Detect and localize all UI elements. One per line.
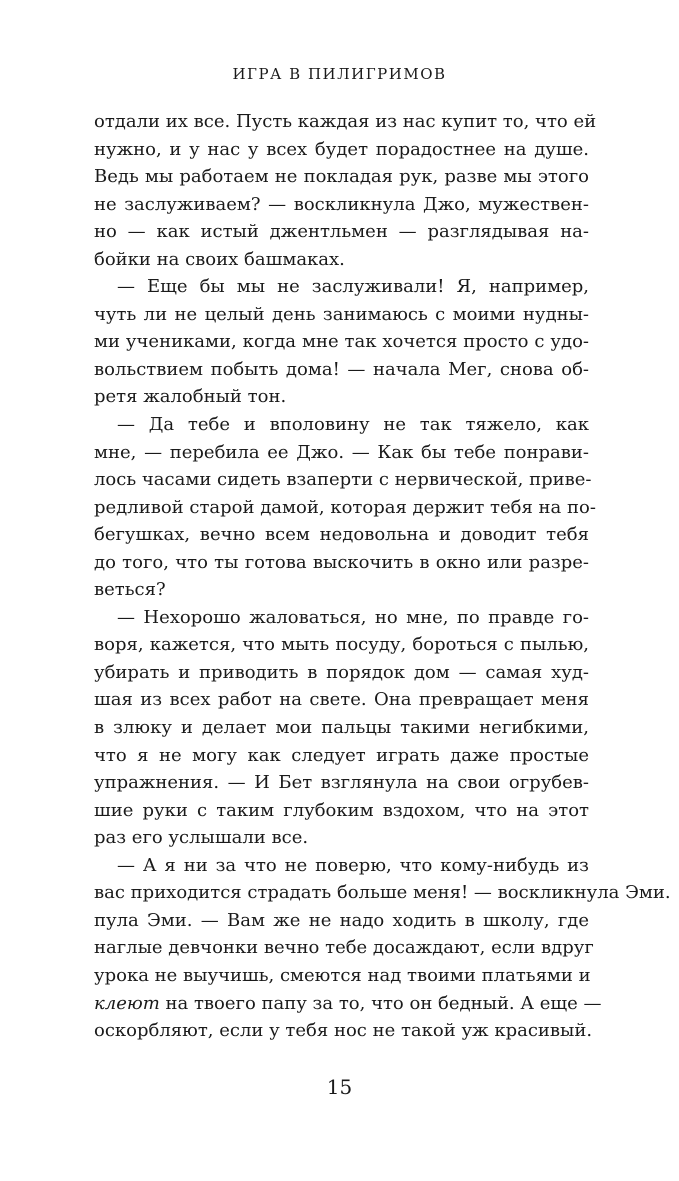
text-line: вольствием побыть дома! — начала Мег, снова об- xyxy=(94,358,589,380)
text-line: оскорбляют, если у тебя нос не такой уж красивый. xyxy=(94,1020,593,1042)
running-head: ИГРА В ПИЛИГРИМОВ xyxy=(232,65,447,83)
text-line: но — как истый джентльмен — разглядывая на- xyxy=(94,221,589,243)
text-line: упражнения. — И Бет взглянула на свои огрубев- xyxy=(94,772,589,794)
line-rest: на твоего папу за то, что он бедный. А еще — xyxy=(159,992,602,1014)
body-text xyxy=(94,108,671,1045)
paragraph-first-line: — А я ни за что не поверю, что кому-нибудь из xyxy=(117,854,589,876)
text-line: раз его услышали все. xyxy=(94,827,309,849)
text-line: веться? xyxy=(94,579,166,601)
text-line: что я не могу как следует играть даже простые xyxy=(94,744,589,766)
text-line: Ведь мы работаем не покладая рук, разве мы этого xyxy=(94,166,589,188)
text-line: ми учениками, когда мне так хочется просто с удо- xyxy=(94,331,589,353)
text-line: до того, что ты готова выскочить в окно или разре- xyxy=(94,551,589,573)
paragraph-first-line: — Да тебе и вполовину не так тяжело, как xyxy=(117,414,589,436)
text-line: наглые девчонки вечно тебе досаждают, если вдруг xyxy=(94,937,594,959)
text-line: чуть ли не целый день занимаюсь с моими нудны- xyxy=(94,303,589,325)
paragraph-first-line: — Еще бы мы не заслуживали! Я, например, xyxy=(117,276,589,298)
text-line: отдали их все. Пусть каждая из нас купит то, что ей xyxy=(94,111,597,132)
text-line: не заслуживаем? — воскликнула Джо, мужествен- xyxy=(94,193,589,215)
text-line: пула Эми. — Вам же не надо ходить в школу, где xyxy=(94,909,589,931)
text-line: лось часами сидеть взаперти с нервической, приве- xyxy=(94,469,592,491)
text-line: шая из всех работ на свете. Она превращает меня xyxy=(94,689,589,711)
text-line: бегушках, вечно всем недовольна и доводит тебя xyxy=(94,524,589,546)
page-number: 15 xyxy=(326,1075,353,1099)
text-line: убирать и приводить в порядок дом — самая худ- xyxy=(94,661,589,683)
text-line: воря, кажется, что мыть посуду, бороться с пылью, xyxy=(94,634,589,656)
paragraph-first-line: — Нехорошо жаловаться, но мне, по правде го- xyxy=(117,606,589,628)
text-line: ретя жалобный тон. xyxy=(94,386,287,408)
text-line: бойки на своих башмаках. xyxy=(94,248,345,270)
text-line: шие руки с таким глубоким вздохом, что на этот xyxy=(94,799,589,821)
text-line: мне, — перебила ее Джо. — Как бы тебе понрави- xyxy=(94,441,589,463)
text-line: в злюку и делает мои пальцы такими негибкими, xyxy=(94,717,589,739)
text-line xyxy=(94,990,602,1018)
text-line: нужно, и у нас у всех будет порадостнее на душе. xyxy=(94,138,589,160)
italic-word: клеют xyxy=(94,992,160,1014)
text-line: редливой старой дамой, которая держит тебя на по- xyxy=(94,496,596,518)
text-line: вас приходится страдать больше меня! — воскликнула Эми. xyxy=(94,882,671,904)
text-line: урока не выучишь, смеются над твоими платьями и xyxy=(94,964,591,986)
